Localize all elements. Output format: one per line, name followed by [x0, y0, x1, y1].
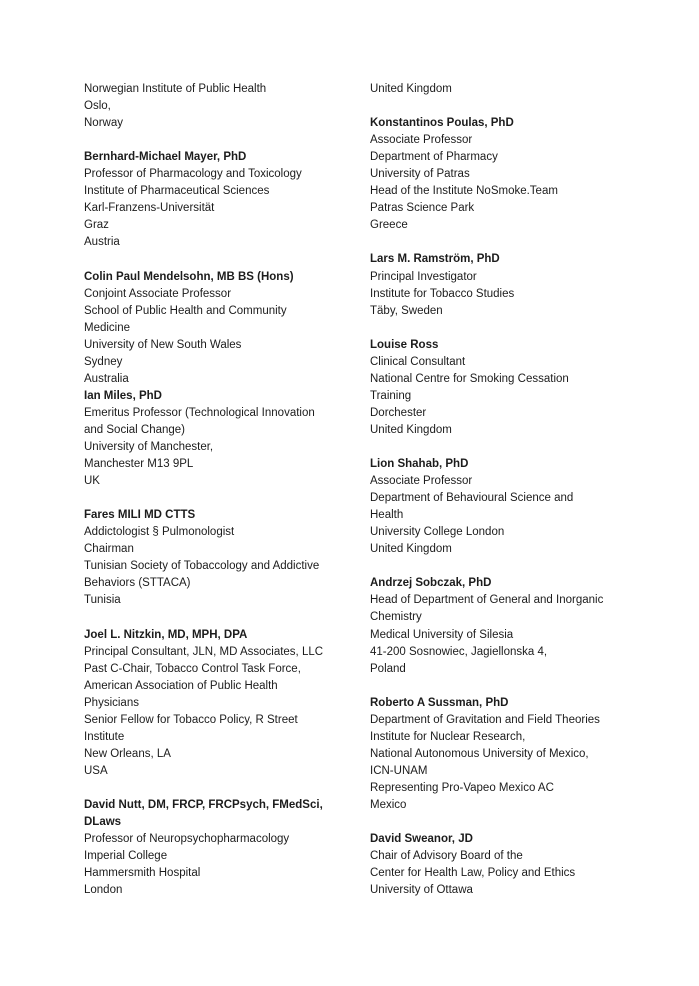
affiliation-line: Chairman [84, 543, 134, 556]
signatory-entry-colin-paul-mendelsohn-mb-bs-hons [84, 269, 354, 388]
signatory-name: David Nutt, DM, FRCP, FRCPsych, FMedSci, [84, 798, 323, 811]
signatory-name: Andrzej Sobczak, PhD [370, 577, 492, 590]
signatory-name: Fares MILI MD CTTS [84, 509, 196, 522]
affiliation-line: National Centre for Smoking Cessation [370, 372, 569, 385]
signatory-entry-ian-miles-phd [84, 388, 354, 490]
signatory-entry-continued [84, 81, 354, 132]
affiliation-line: Poland [370, 662, 406, 675]
affiliation-line: University of New South Wales [84, 338, 242, 351]
affiliation-line: National Autonomous University of Mexico, [370, 747, 589, 760]
signatory-name: Bernhard-Michael Mayer, PhD [84, 151, 247, 164]
affiliation-line: Oslo, [84, 100, 111, 113]
signatory-entry-andrzej-sobczak-phd [370, 575, 670, 677]
affiliation-line: United Kingdom [370, 423, 452, 436]
affiliation-line: Patras Science Park [370, 202, 475, 215]
affiliation-line: Head of the Institute NoSmoke.Team [370, 185, 558, 198]
signatory-name: David Sweanor, JD [370, 833, 473, 846]
affiliation-line: Behaviors (STTACA) [84, 577, 191, 590]
affiliation-line: University of Manchester, [84, 440, 214, 453]
affiliation-line: Emeritus Professor (Technological Innovation [84, 406, 315, 419]
affiliation-line: Institute for Nuclear Research, [370, 730, 526, 743]
signatory-entry-louise-ross [370, 337, 670, 439]
signatory-name: Louise Ross [370, 338, 439, 351]
affiliation-line: Department of Pharmacy [370, 151, 498, 164]
entry-spacer [84, 490, 354, 507]
affiliation-line: 41-200 Sosnowiec, Jagiellonska 4, [370, 645, 548, 658]
entry-spacer [370, 558, 670, 575]
affiliation-line: Norwegian Institute of Public Health [84, 83, 267, 95]
affiliation-line: Imperial College [84, 850, 168, 863]
signatory-name: Joel L. Nitzkin, MD, MPH, DPA [84, 628, 248, 641]
signatory-entry-konstantinos-poulas-phd [370, 115, 670, 234]
affiliation-line: Past C-Chair, Tobacco Control Task Force, [84, 662, 301, 675]
affiliation-line: ICN-UNAM [370, 764, 428, 777]
entry-spacer [84, 609, 354, 626]
affiliation-line: Norway [84, 117, 123, 130]
affiliation-line: Health [370, 509, 404, 522]
affiliation-line: Karl-Franzens-Universität [84, 202, 215, 215]
affiliation-line: USA [84, 764, 108, 777]
affiliation-line: Conjoint Associate Professor [84, 287, 232, 300]
signatory-entry-lion-shahab-phd [370, 456, 670, 558]
signatory-name: Colin Paul Mendelsohn, MB BS (Hons) [84, 270, 294, 283]
affiliation-line: University of Ottawa [370, 884, 473, 897]
entry-spacer [370, 98, 670, 115]
signatory-entry-continued [370, 81, 670, 98]
signatory-name: Lars M. Ramström, PhD [370, 253, 500, 266]
affiliation-line: Austria [84, 236, 120, 249]
signatory-name: Ian Miles, PhD [84, 389, 162, 402]
affiliation-line: Professor of Pharmacology and Toxicology [84, 168, 302, 181]
affiliation-line: New Orleans, LA [84, 747, 171, 760]
entry-spacer [84, 780, 354, 797]
affiliation-line: Head of Department of General and Inorganic [370, 594, 604, 607]
affiliation-line: United Kingdom [370, 543, 452, 556]
signatory-entry-joel-l-nitzkin-md-mph-dpa [84, 627, 354, 780]
affiliation-line: Associate Professor [370, 134, 473, 147]
entry-spacer [370, 678, 670, 695]
affiliation-line: American Association of Public Health [84, 679, 278, 692]
entry-spacer [370, 234, 670, 251]
entry-spacer [84, 251, 354, 268]
signatory-entry-david-sweanor-jd [370, 831, 670, 899]
signatory-entry-bernhard-michael-mayer-phd [84, 149, 354, 251]
affiliation-line: Medicine [84, 321, 131, 334]
affiliation-line: Principal Consultant, JLN, MD Associates, LLC [84, 645, 324, 658]
signatory-name: Konstantinos Poulas, PhD [370, 117, 514, 130]
affiliation-line: Department of Behavioural Science and [370, 492, 574, 505]
affiliation-line: School of Public Health and Community [84, 304, 287, 317]
affiliation-line: Clinical Consultant [370, 355, 466, 368]
signatory-name: DLaws [84, 816, 122, 829]
affiliation-line: UK [84, 475, 100, 488]
affiliation-line: Principal Investigator [370, 270, 477, 283]
affiliation-line: Dorchester [370, 406, 427, 419]
affiliation-line: Graz [84, 219, 109, 232]
affiliation-line: Chemistry [370, 611, 422, 624]
affiliation-line: Senior Fellow for Tobacco Policy, R Street [84, 713, 298, 726]
affiliation-line: United Kingdom [370, 83, 452, 95]
affiliation-line: Professor of Neuropsychopharmacology [84, 833, 290, 846]
signatory-entry-david-nutt-dm-frcp-frcpsych-fmedsci [84, 797, 354, 899]
affiliation-line: Representing Pro-Vapeo Mexico AC [370, 781, 554, 794]
signatory-column-left [84, 81, 354, 899]
affiliation-line: Department of Gravitation and Field Theories [370, 713, 600, 726]
affiliation-line: Center for Health Law, Policy and Ethics [370, 867, 576, 880]
affiliation-line: Medical University of Silesia [370, 628, 514, 641]
affiliation-line: University of Patras [370, 168, 470, 181]
affiliation-line: London [84, 884, 123, 897]
affiliation-line: Institute of Pharmaceutical Sciences [84, 185, 270, 198]
affiliation-line: Tunisia [84, 594, 121, 607]
entry-spacer [84, 132, 354, 149]
affiliation-line: Greece [370, 219, 408, 232]
signatory-name: Lion Shahab, PhD [370, 458, 469, 471]
entry-spacer [370, 439, 670, 456]
affiliation-line: and Social Change) [84, 423, 186, 436]
affiliation-line: Institute [84, 730, 125, 743]
signatory-entry-lars-m-ramstr-m-phd [370, 251, 670, 319]
entry-spacer [370, 320, 670, 337]
affiliation-line: Manchester M13 9PL [84, 458, 194, 471]
affiliation-line: Tunisian Society of Tobaccology and Addictive [84, 560, 320, 573]
affiliation-line: Hammersmith Hospital [84, 867, 201, 880]
affiliation-line: Täby, Sweden [370, 304, 443, 317]
affiliation-line: Sydney [84, 355, 123, 368]
signatory-entry-fares-mili-md-ctts [84, 507, 354, 609]
entry-spacer [370, 814, 670, 831]
affiliation-line: University College London [370, 526, 505, 539]
signatory-column-right [370, 81, 670, 899]
affiliation-line: Mexico [370, 798, 407, 811]
signatory-name: Roberto A Sussman, PhD [370, 696, 509, 709]
affiliation-line: Chair of Advisory Board of the [370, 850, 523, 863]
affiliation-line: Associate Professor [370, 475, 473, 488]
affiliation-line: Australia [84, 372, 129, 385]
affiliation-line: Physicians [84, 696, 139, 709]
affiliation-line: Institute for Tobacco Studies [370, 287, 515, 300]
signatory-entry-roberto-a-sussman-phd [370, 695, 670, 814]
affiliation-line: Training [370, 389, 412, 402]
affiliation-line: Addictologist § Pulmonologist [84, 526, 235, 539]
